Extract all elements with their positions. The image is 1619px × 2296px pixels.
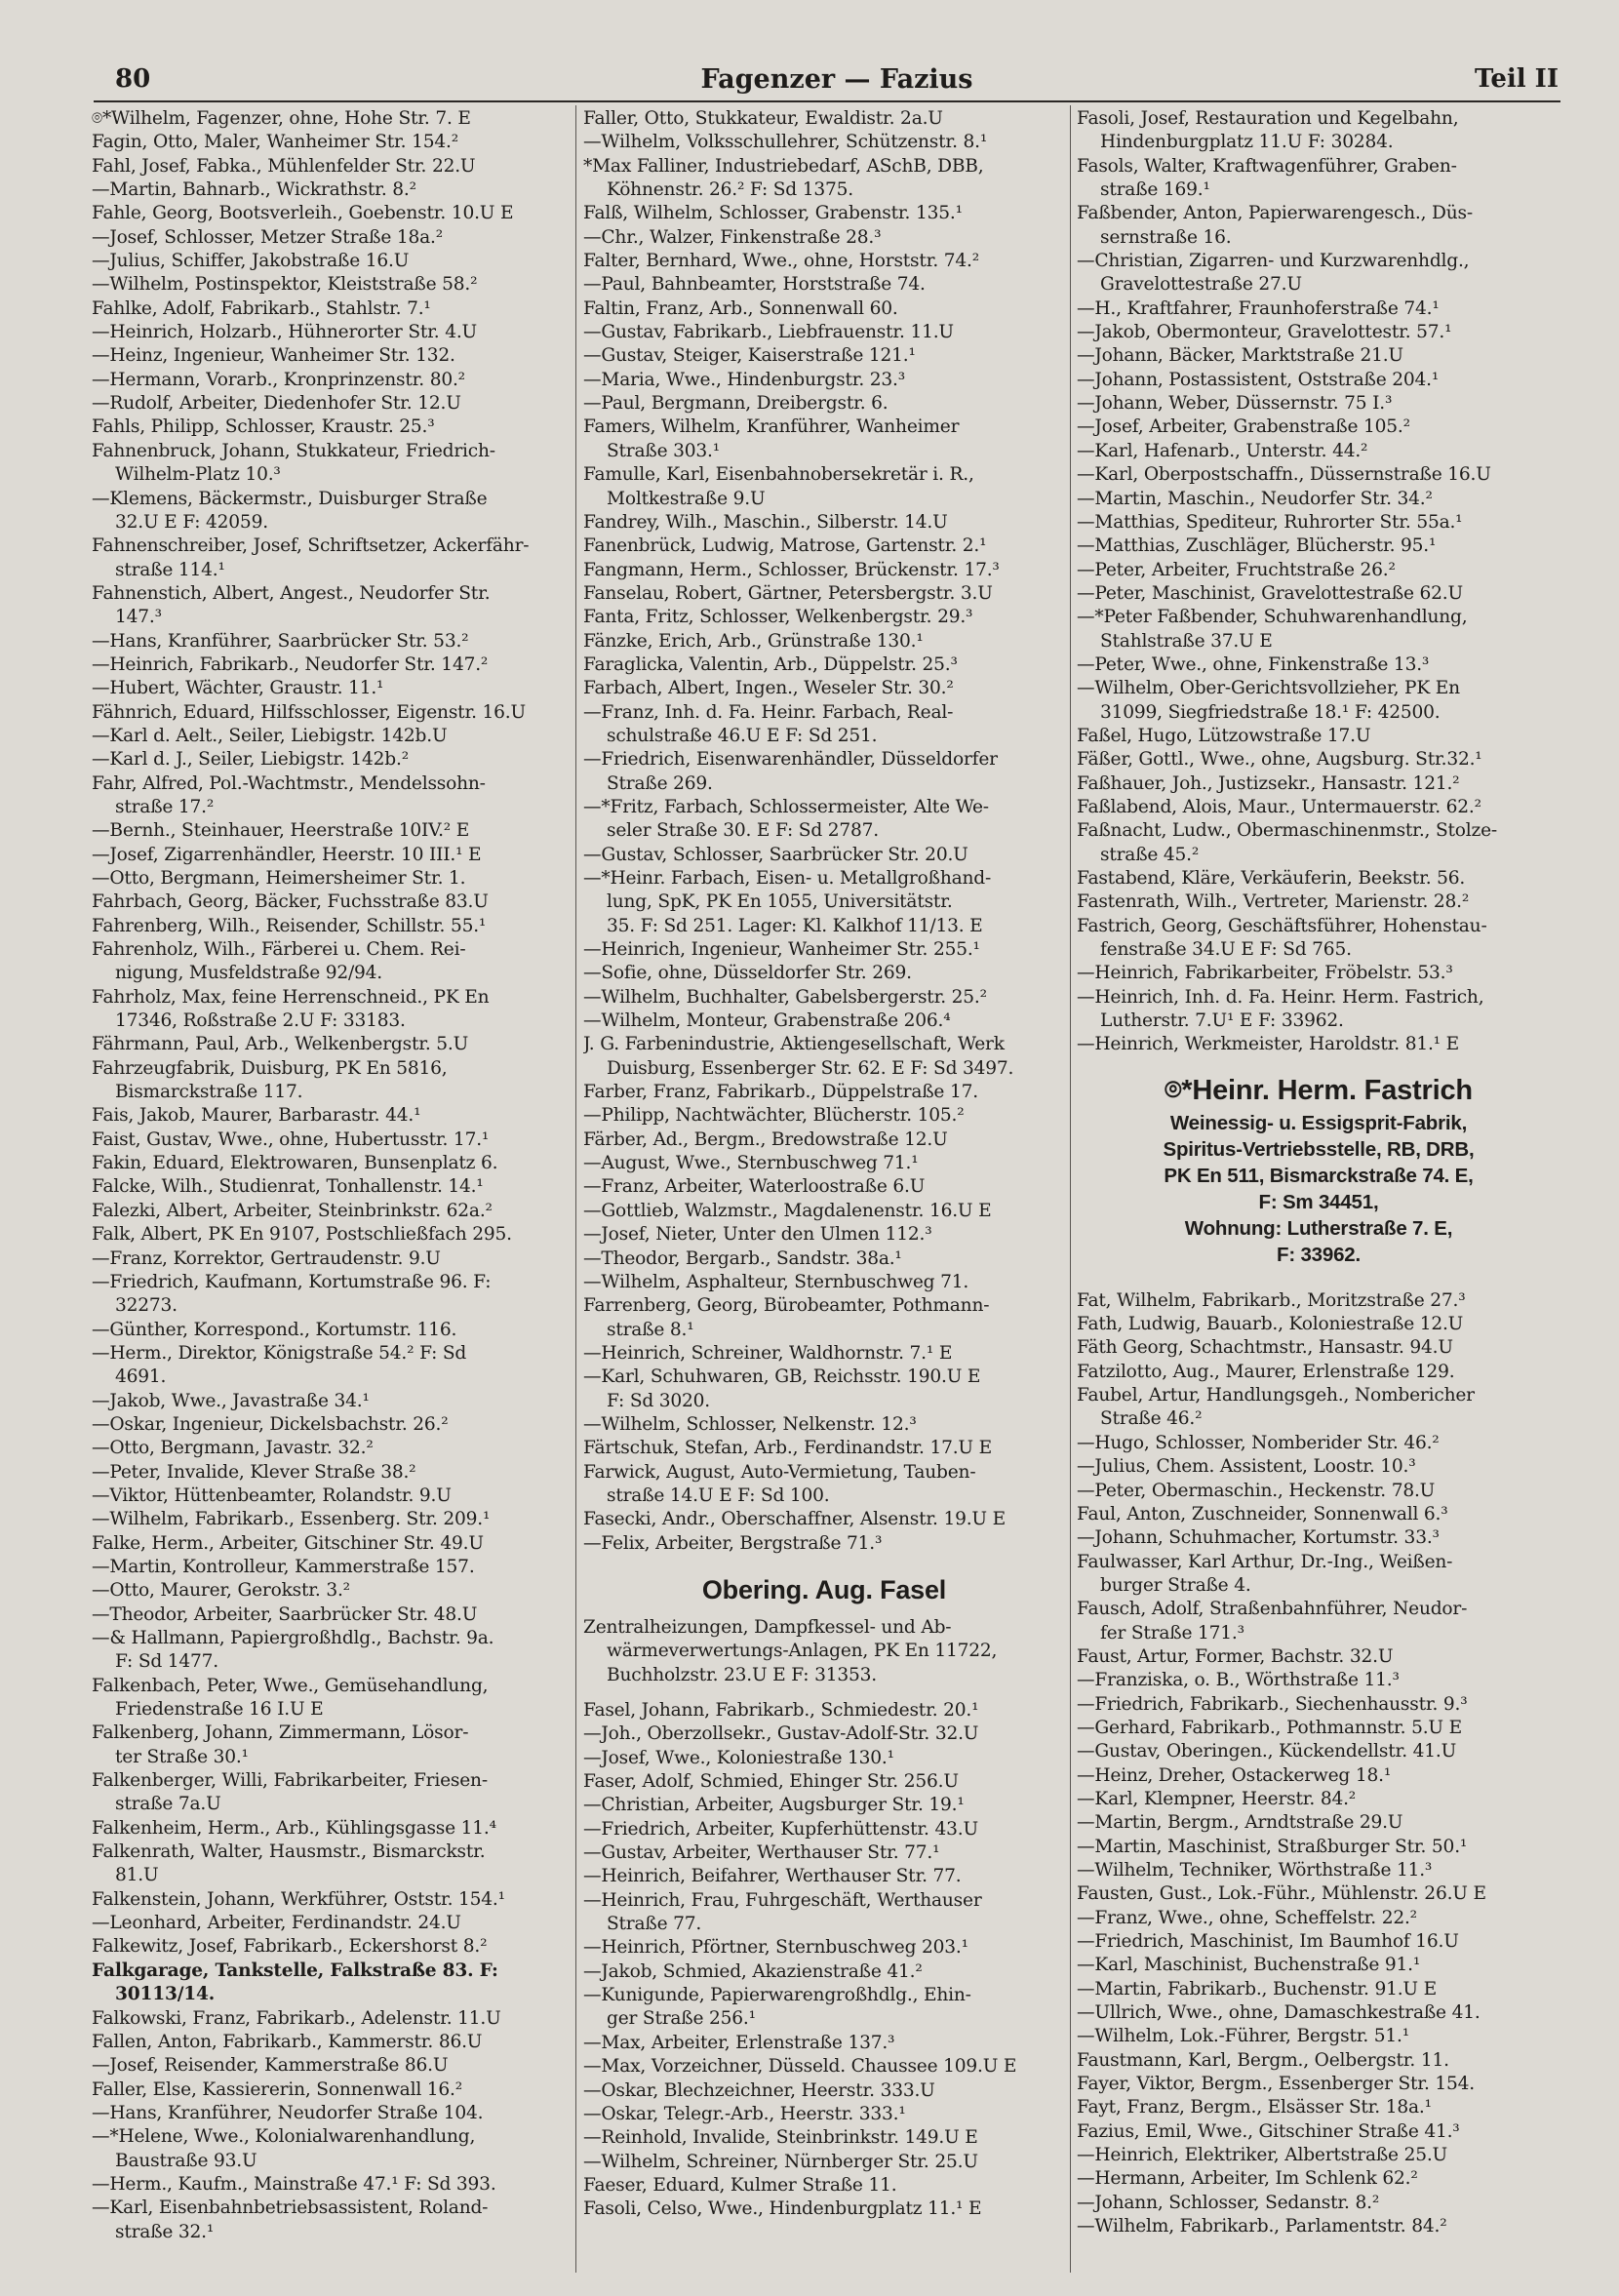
directory-entry-line: —Paul, Bahnbeamter, Horststraße 74. xyxy=(583,274,926,296)
column-2-entries-bottom xyxy=(583,1699,1065,2222)
directory-entry-line: —Karl d. J., Seiler, Liebigstr. 142b.² xyxy=(92,749,409,771)
directory-entry-line: —Jakob, Obermonteur, Gravelottestr. 57.¹ xyxy=(1077,322,1452,343)
directory-entry-line: —Peter, Obermaschin., Heckenstr. 78.U xyxy=(1077,1480,1436,1501)
directory-entry-line: —Herm., Direktor, Königstraße 54.² F: Sd xyxy=(92,1342,467,1364)
directory-entry-line: Fahle, Georg, Bootsverleih., Goebenstr. 10.U E xyxy=(92,203,514,224)
directory-entry-line: —Gerhard, Fabrikarb., Pothmannstr. 5.U E xyxy=(1077,1717,1462,1738)
directory-entry-line: —& Hallmann, Papiergroßhdlg., Bachstr. 9a. xyxy=(92,1628,494,1648)
directory-entry-line: Moltkestraße 9.U xyxy=(607,488,766,509)
directory-entry-line: —Günther, Korrespond., Kortumstr. 116. xyxy=(92,1319,457,1340)
directory-entry-line: straße 169.¹ xyxy=(1100,179,1210,201)
directory-entry-line: —Herm., Kaufm., Mainstraße 47.¹ F: Sd 393. xyxy=(92,2173,496,2195)
directory-entry-line: —Heinrich, Inh. d. Fa. Heinr. Herm. Fastrich, xyxy=(1077,986,1484,1008)
directory-entry-line: —Paul, Bergmann, Dreibergstr. 6. xyxy=(583,393,888,415)
directory-entry-line: —Martin, Kontrolleur, Kammerstraße 157. xyxy=(92,1556,475,1577)
directory-entry-line: Fahnenschreiber, Josef, Schriftsetzer, Ackerfähr- xyxy=(92,535,530,557)
directory-entry-line: —Wilhelm, Fabrikarb., Parlamentstr. 84.² xyxy=(1077,2216,1447,2237)
directory-entry-line: —August, Wwe., Sternbuschweg 71.¹ xyxy=(583,1153,919,1174)
directory-entry-line: —Jakob, Schmied, Akazienstraße 41.² xyxy=(583,1960,923,1982)
running-title: Fagenzer — Fazius xyxy=(700,64,973,95)
directory-entry-line: —Sofie, ohne, Düsseldorfer Str. 269. xyxy=(583,963,912,984)
directory-entry-line: —Gustav, Steiger, Kaiserstraße 121.¹ xyxy=(583,345,916,367)
directory-entry-line: Falter, Bernhard, Wwe., ohne, Horststr. 74.² xyxy=(583,251,979,272)
directory-entry-line: —Gottlieb, Walzmstr., Magdalenenstr. 16.U E xyxy=(583,1200,992,1221)
directory-entry-line: —Chr., Walzer, Finkenstraße 28.³ xyxy=(583,226,882,248)
directory-entry-line: —Karl d. Aelt., Seiler, Liebigstr. 142b.U xyxy=(92,725,448,746)
header-rule xyxy=(94,100,1560,102)
column-divider xyxy=(575,105,576,2273)
directory-entry-line: —Martin, Bahnarb., Wickrathstr. 8.² xyxy=(92,179,416,201)
directory-entry-line: Fährmann, Paul, Arb., Welkenbergstr. 5.U xyxy=(92,1034,469,1055)
directory-entry-line: Gravelottestraße 27.U xyxy=(1100,274,1302,296)
directory-entry-line: Faeser, Eduard, Kulmer Straße 11. xyxy=(583,2174,897,2196)
directory-entry-line: —Heinrich, Fabrikarbeiter, Fröbelstr. 53.³ xyxy=(1077,963,1453,984)
directory-entry-line: —Matthias, Zuschläger, Blücherstr. 95.¹ xyxy=(1077,535,1437,557)
directory-entry-line: —Ullrich, Wwe., ohne, Damaschkestraße 41. xyxy=(1077,2002,1481,2024)
directory-entry-line: Fahlke, Adolf, Fabrikarb., Stahlstr. 7.¹ xyxy=(92,297,431,319)
directory-entry-line: Fagin, Otto, Maler, Wanheimer Str. 154.² xyxy=(92,132,458,153)
directory-entry-line: —Felix, Arbeiter, Bergstraße 71.³ xyxy=(583,1532,883,1554)
directory-entry-line: Faraglicka, Valentin, Arb., Düppelstr. 25.³ xyxy=(583,653,958,675)
directory-entry-line: —Karl, Hafenarb., Unterstr. 44.² xyxy=(1077,440,1368,461)
directory-entry-line: —Wilhelm, Schreiner, Nürnberger Str. 25.U xyxy=(583,2151,978,2172)
directory-entry-line: —Reinhold, Invalide, Steinbrinkstr. 149.U E xyxy=(583,2127,978,2149)
directory-entry-line: —Maria, Wwe., Hindenburgstr. 23.³ xyxy=(583,369,906,390)
directory-entry-line: Friedenstraße 16 I.U E xyxy=(115,1699,324,1721)
directory-entry-line: —Heinz, Ingenieur, Wanheimer Str. 132. xyxy=(92,345,455,367)
directory-entry-line: straße 32.¹ xyxy=(115,2221,215,2242)
ad-fasel-title: Obering. Aug. Fasel xyxy=(701,1574,947,1604)
directory-entry-line: —Theodor, Arbeiter, Saarbrücker Str. 48.U xyxy=(92,1603,478,1625)
directory-entry-line: Falkenheim, Herm., Arb., Kühlingsgasse 11.⁴ xyxy=(92,1817,496,1839)
directory-entry-line: Fandrey, Wilh., Maschin., Silberstr. 14.U xyxy=(583,511,948,533)
directory-entry-line: —Franz, Arbeiter, Waterloostraße 6.U xyxy=(583,1176,926,1198)
directory-entry-line: —H., Kraftfahrer, Fraunhoferstraße 74.¹ xyxy=(1077,297,1440,319)
directory-entry-line: —Heinrich, Beifahrer, Werthauser Str. 77. xyxy=(583,1866,962,1887)
directory-entry-line: —Franz, Korrektor, Gertraudenstr. 9.U xyxy=(92,1247,441,1269)
directory-entry-line: Faser, Adolf, Schmied, Ehinger Str. 256.U xyxy=(583,1771,959,1793)
directory-entry-line: Fanselau, Robert, Gärtner, Petersbergstr. 3.U xyxy=(583,582,993,604)
directory-entry-line: Fanta, Fritz, Schlosser, Welkenbergstr. 29.³ xyxy=(583,607,973,628)
directory-entry-line: Fahrenholz, Wilh., Färberei u. Chem. Rei- xyxy=(92,939,466,961)
directory-entry-line: Falß, Wilhelm, Schlosser, Grabenstr. 135.¹ xyxy=(583,203,963,224)
directory-entry-line: Fäßer, Gottl., Wwe., ohne, Augsburg. Str.32.¹ xyxy=(1077,749,1482,771)
directory-entry-line: Faubel, Artur, Handlungsgeh., Nombericher xyxy=(1077,1385,1475,1406)
directory-entry-line: straße 7a.U xyxy=(115,1794,221,1815)
directory-entry-line: Falkgarage, Tankstelle, Falkstraße 83. F: xyxy=(92,1960,498,1981)
directory-entry-line: —Wilhelm, Fabrikarb., Essenberg. Str. 209.¹ xyxy=(92,1509,491,1530)
directory-entry-line: Faßhauer, Joh., Justizsekr., Hansastr. 121.² xyxy=(1077,772,1460,794)
directory-entry-line: —Martin, Bergm., Arndtstraße 29.U xyxy=(1077,1812,1403,1834)
directory-entry-line: —Hans, Kranführer, Neudorfer Straße 104. xyxy=(92,2102,484,2123)
directory-entry-line: —Heinrich, Schreiner, Waldhornstr. 7.¹ E xyxy=(583,1342,953,1364)
directory-entry-line: Falkenstein, Johann, Werkführer, Oststr. 154.¹ xyxy=(92,1888,505,1910)
directory-entry-line: —Friedrich, Kaufmann, Kortumstraße 96. F: xyxy=(92,1271,492,1292)
directory-entry-line: Färber, Ad., Bergm., Bredowstraße 12.U xyxy=(583,1128,948,1150)
directory-entry-line: —Wilhelm, Ober-Gerichtsvollzieher, PK En xyxy=(1077,678,1460,699)
directory-entry-line: straße 14.U E F: Sd 100. xyxy=(607,1484,830,1506)
directory-entry-line: —Wilhelm, Buchhalter, Gabelsbergerstr. 25.² xyxy=(583,986,987,1008)
directory-entry-line: —Oskar, Telegr.-Arb., Heerstr. 333.¹ xyxy=(583,2103,906,2124)
directory-entry-line: Fazius, Emil, Wwe., Gitschiner Straße 41.³ xyxy=(1077,2120,1460,2142)
directory-entry-line: sernstraße 16. xyxy=(1100,226,1232,248)
directory-entry-line: —Oskar, Blechzeichner, Heerstr. 333.U xyxy=(583,2079,935,2101)
directory-entry-line: 35. F: Sd 251. Lager: Kl. Kalkhof 11/13. E xyxy=(607,915,983,936)
directory-entry-line: Faller, Otto, Stukkateur, Ewaldistr. 2a.U xyxy=(583,108,943,129)
directory-entry-line: —Hans, Kranführer, Saarbrücker Str. 53.² xyxy=(92,630,469,652)
directory-entry-line: —Max, Vorzeichner, Düsseld. Chaussee 109.U E xyxy=(583,2056,1017,2078)
directory-entry-line: Farber, Franz, Fabrikarb., Düppelstraße 17. xyxy=(583,1082,978,1103)
directory-entry-line: —Otto, Maurer, Gerokstr. 3.² xyxy=(92,1580,350,1602)
directory-entry-line: —Heinrich, Holzarb., Hühnerorter Str. 4.U xyxy=(92,322,478,343)
directory-entry-line: straße 45.² xyxy=(1100,844,1200,865)
directory-entry-line: —Wilhelm, Volksschullehrer, Schützenstr. 8.¹ xyxy=(583,132,988,153)
directory-entry-line: Fasel, Johann, Fabrikarb., Schmiedestr. 20.¹ xyxy=(583,1700,979,1721)
directory-entry-line: Färtschuk, Stefan, Arb., Ferdinandstr. 17.U E xyxy=(583,1438,992,1459)
directory-entry-line: —Joh., Oberzollsekr., Gustav-Adolf-Str. 32.U xyxy=(583,1723,979,1745)
directory-entry-line: Fangmann, Herm., Schlosser, Brückenstr. 17.³ xyxy=(583,559,1000,580)
directory-entry-line: —Oskar, Ingenieur, Dickelsbachstr. 26.² xyxy=(92,1413,449,1435)
directory-entry-line: Faist, Gustav, Wwe., ohne, Hubertusstr. 17.¹ xyxy=(92,1128,490,1150)
directory-entry-line: —*Helene, Wwe., Kolonialwarenhandlung, xyxy=(92,2126,476,2148)
directory-entry-line: Baustraße 93.U xyxy=(115,2150,257,2171)
directory-entry-line: Falkenrath, Walter, Hausmstr., Bismarckstr. xyxy=(92,1841,486,1863)
directory-entry-line: Faustmann, Karl, Bergm., Oelbergstr. 11. xyxy=(1077,2049,1449,2071)
directory-entry-line: —Rudolf, Arbeiter, Diedenhofer Str. 12.U xyxy=(92,393,461,415)
directory-entry-line: 32273. xyxy=(115,1295,178,1317)
directory-entry-line: Fasoli, Celso, Wwe., Hindenburgplatz 11.¹ E xyxy=(583,2198,982,2220)
ad-fastrich-line: Spiritus-Vertriebsstelle, RB, DRB, xyxy=(1163,1137,1475,1161)
directory-entry-line: —Matthias, Spediteur, Ruhrorter Str. 55a.¹ xyxy=(1077,511,1463,533)
directory-entry-line: 32.U E F: 42059. xyxy=(115,511,268,533)
directory-entry-line: lung, SpK, PK En 1055, Universitätstr. xyxy=(607,891,953,913)
directory-entry-line: Fallen, Anton, Fabrikarb., Kammerstr. 86.U xyxy=(92,2031,483,2052)
directory-entry-line: Straße 303.¹ xyxy=(607,440,720,461)
directory-entry-line: —Wilhelm, Postinspektor, Kleiststraße 58.² xyxy=(92,274,478,296)
directory-entry-line: —Wilhelm, Asphalteur, Sternbuschweg 71. xyxy=(583,1271,969,1292)
column-3 xyxy=(1077,107,1560,2277)
directory-entry-line: Fatzilotto, Aug., Maurer, Erlenstraße 129. xyxy=(1077,1361,1455,1382)
directory-entry-line: —Josef, Arbeiter, Grabenstraße 105.² xyxy=(1077,416,1410,438)
directory-entry-line: Fahr, Alfred, Pol.-Wachtmstr., Mendelssohn- xyxy=(92,772,486,794)
directory-entry-line: —Gustav, Schlosser, Saarbrücker Str. 20.U xyxy=(583,844,968,865)
column-1 xyxy=(92,107,572,2277)
directory-entry-line: —Gustav, Fabrikarb., Liebfrauenstr. 11.U xyxy=(583,322,954,343)
directory-entry-line: Falezki, Albert, Arbeiter, Steinbrinkstr. 62a.² xyxy=(92,1200,493,1221)
directory-entry-line: 147.³ xyxy=(115,607,162,628)
directory-entry-line: —Peter, Arbeiter, Fruchtstraße 26.² xyxy=(1077,559,1396,580)
directory-entry-line: Faller, Else, Kassiererin, Sonnenwall 16.² xyxy=(92,2078,462,2100)
directory-entry-line: 4691. xyxy=(115,1366,167,1388)
directory-entry-line: Fastrich, Georg, Geschäftsführer, Hohenstau- xyxy=(1077,915,1487,936)
directory-entry-line: —Klemens, Bäckermstr., Duisburger Straße xyxy=(92,488,488,509)
directory-entry-line: —Theodor, Bergarb., Sandstr. 38a.¹ xyxy=(583,1247,902,1269)
directory-entry-line: Fausch, Adolf, Straßenbahnführer, Neudor- xyxy=(1077,1599,1468,1620)
directory-entry-line: —Christian, Arbeiter, Augsburger Str. 19.¹ xyxy=(583,1795,965,1816)
directory-entry-line: —Johann, Weber, Düssernstr. 75 I.³ xyxy=(1077,393,1393,415)
part-label: Teil II xyxy=(1474,64,1559,94)
ad-fasel-line: wärmeverwertungs-Anlagen, PK En 11722, xyxy=(607,1641,998,1662)
directory-entry-line: F: Sd 3020. xyxy=(607,1390,710,1411)
directory-entry-line: Fath, Ludwig, Bauarb., Koloniestraße 12.U xyxy=(1077,1314,1464,1335)
directory-entry-line: Köhnenstr. 26.² F: Sd 1375. xyxy=(607,179,853,201)
directory-entry-line: Lutherstr. 7.U¹ E F: 33962. xyxy=(1100,1010,1344,1032)
directory-entry-line: fenstraße 34.U E F: Sd 765. xyxy=(1100,939,1352,961)
directory-entry-line: 81.U xyxy=(115,1865,159,1886)
ad-fasel-line: Buchholzstr. 23.U E F: 31353. xyxy=(607,1664,877,1685)
directory-entry-line: —Hermann, Vorarb., Kronprinzenstr. 80.² xyxy=(92,369,465,390)
directory-entry-line: Faul, Anton, Zuschneider, Sonnenwall 6.³ xyxy=(1077,1503,1448,1524)
directory-entry-line: Fahls, Philipp, Schlosser, Kraustr. 25.³ xyxy=(92,416,435,438)
ad-fastrich-line: Weinessig- u. Essigsprit-Fabrik, xyxy=(1169,1111,1468,1134)
directory-entry-line: —Wilhelm, Monteur, Grabenstraße 206.⁴ xyxy=(583,1010,951,1032)
directory-entry-line: Falkowski, Franz, Fabrikarb., Adelenstr. 11.U xyxy=(92,2007,501,2029)
directory-entry-line: —Julius, Schiffer, Jakobstraße 16.U xyxy=(92,251,410,272)
directory-entry-line: —Max, Arbeiter, Erlenstraße 137.³ xyxy=(583,2032,895,2053)
directory-entry-line: —Johann, Schuhmacher, Kortumstr. 33.³ xyxy=(1077,1527,1440,1549)
directory-entry-line: Faltin, Franz, Arb., Sonnenwall 60. xyxy=(583,297,898,319)
directory-entry-line: —Otto, Bergmann, Javastr. 32.² xyxy=(92,1438,374,1459)
directory-entry-line: schulstraße 46.U E F: Sd 251. xyxy=(607,725,878,746)
column-3-entries-top xyxy=(1077,107,1560,1057)
directory-entry-line: F: Sd 1477. xyxy=(115,1651,218,1673)
directory-entry-line: Fahrzeugfabrik, Duisburg, PK En 5816, xyxy=(92,1057,448,1079)
column-2-entries-top xyxy=(583,107,1065,1556)
directory-entry-line: Fasols, Walter, Kraftwagenführer, Graben- xyxy=(1077,155,1457,177)
directory-entry-line: —Martin, Maschinist, Straßburger Str. 50.¹ xyxy=(1077,1836,1468,1857)
directory-entry-line: —Wilhelm, Schlosser, Nelkenstr. 12.³ xyxy=(583,1413,917,1435)
directory-entry-line: —Karl, Eisenbahnbetriebsassistent, Roland- xyxy=(92,2197,489,2219)
directory-entry-line: Straße 77. xyxy=(607,1914,702,1935)
directory-entry-line: Fänzke, Erich, Arb., Grünstraße 130.¹ xyxy=(583,630,924,652)
directory-entry-line: Famulle, Karl, Eisenbahnobersekretär i. R., xyxy=(583,464,974,486)
ad-fastrich-line: F: 33962. xyxy=(1277,1243,1361,1266)
directory-entry-line: Fakin, Eduard, Elektrowaren, Bunsenplatz 6. xyxy=(92,1153,498,1174)
directory-entry-line: Duisburg, Essenberger Str. 62. E F: Sd 3497. xyxy=(607,1057,1014,1079)
ad-fastrich xyxy=(1077,1071,1560,1268)
directory-entry-line: Famers, Wilhelm, Kranführer, Wanheimer xyxy=(583,416,960,438)
directory-entry-line: seler Straße 30. E F: Sd 2787. xyxy=(607,820,879,842)
directory-entry-line: —Julius, Chem. Assistent, Loostr. 10.³ xyxy=(1077,1456,1416,1478)
directory-entry-line: Fais, Jakob, Maurer, Barbarastr. 44.¹ xyxy=(92,1105,421,1127)
directory-entry-line: —Kunigunde, Papierwarengroßhdlg., Ehin- xyxy=(583,1985,971,2006)
directory-entry-line: Hindenburgplatz 11.U F: 30284. xyxy=(1100,132,1394,153)
directory-entry-line: —Viktor, Hüttenbeamter, Rolandstr. 9.U xyxy=(92,1484,452,1506)
directory-entry-line: —Josef, Nieter, Unter den Ulmen 112.³ xyxy=(583,1224,932,1246)
directory-entry-line: Bismarckstraße 117. xyxy=(115,1082,303,1103)
directory-entry-line: Falcke, Wilh., Studienrat, Tonhallenstr. 14.¹ xyxy=(92,1176,484,1198)
directory-entry-line: —Jakob, Wwe., Javastraße 34.¹ xyxy=(92,1390,370,1411)
directory-entry-line: —Hubert, Wächter, Graustr. 11.¹ xyxy=(92,678,384,699)
directory-entry-line: ger Straße 256.¹ xyxy=(607,2008,756,2030)
directory-entry-line: Straße 269. xyxy=(607,772,713,794)
directory-entry-line: —Bernh., Steinhauer, Heerstraße 10IV.² E xyxy=(92,820,470,842)
directory-entry-line: Fastenrath, Wilh., Vertreter, Marienstr. 28.² xyxy=(1077,891,1470,913)
directory-entry-line: Farrenberg, Georg, Bürobeamter, Pothmann- xyxy=(583,1295,990,1317)
directory-entry-line: Falkenberg, Johann, Zimmermann, Lösor- xyxy=(92,1722,469,1744)
directory-entry-line: straße 114.¹ xyxy=(115,559,225,580)
directory-entry-line: —Heinz, Dreher, Ostackerweg 18.¹ xyxy=(1077,1764,1392,1786)
directory-entry-line: —Martin, Maschin., Neudorfer Str. 34.² xyxy=(1077,488,1433,509)
directory-entry-line: Fasecki, Andr., Oberschaffner, Alsenstr. 19.U E xyxy=(583,1509,1006,1530)
directory-entry-line: Falk, Albert, PK En 9107, Postschließfach 295. xyxy=(92,1224,512,1246)
directory-entry-line: —Gustav, Arbeiter, Werthauser Str. 77.¹ xyxy=(583,1842,940,1864)
directory-entry-line: Faulwasser, Karl Arthur, Dr.-Ing., Weißen- xyxy=(1077,1551,1453,1572)
page-header xyxy=(115,64,1559,101)
directory-entry-line: —Philipp, Nachtwächter, Blücherstr. 105.² xyxy=(583,1105,965,1127)
directory-entry-line: —Friedrich, Eisenwarenhändler, Düsseldorfer xyxy=(583,749,998,771)
directory-entry-line: —Karl, Schuhwaren, GB, Reichsstr. 190.U E xyxy=(583,1366,981,1388)
directory-entry-line: —Leonhard, Arbeiter, Ferdinandstr. 24.U xyxy=(92,1913,461,1934)
directory-entry-line: fer Straße 171.³ xyxy=(1100,1622,1244,1643)
directory-entry-line: Fayt, Franz, Bergm., Elsässer Str. 18a.¹ xyxy=(1077,2097,1432,2118)
directory-entry-line: burger Straße 4. xyxy=(1100,1574,1251,1596)
directory-entry-line: —Gustav, Oberingen., Kückendellstr. 41.U xyxy=(1077,1741,1457,1762)
directory-entry-line: Fahrholz, Max, feine Herrenschneid., PK En xyxy=(92,986,490,1008)
directory-entry-line: Farbach, Albert, Ingen., Weseler Str. 30.² xyxy=(583,678,954,699)
column-2 xyxy=(583,107,1065,2277)
directory-entry-line: Fäth Georg, Schachtmstr., Hansastr. 94.U xyxy=(1077,1337,1453,1359)
directory-entry-line: —Josef, Zigarrenhändler, Heerstr. 10 III.¹ E xyxy=(92,844,482,865)
directory-entry-line: 31099, Siegfriedstraße 18.¹ F: 42500. xyxy=(1100,701,1441,723)
directory-entry-line: ter Straße 30.¹ xyxy=(115,1746,249,1767)
column-divider xyxy=(1070,105,1071,2273)
directory-entry-line: straße 17.² xyxy=(115,796,215,817)
ad-fastrich-line: F: Sm 34451, xyxy=(1258,1190,1379,1213)
directory-entry-line: —Heinrich, Werkmeister, Haroldstr. 81.¹ E xyxy=(1077,1034,1460,1055)
directory-entry-line: —Wilhelm, Techniker, Wörthstraße 11.³ xyxy=(1077,1860,1433,1880)
directory-entry-line: —Johann, Postassistent, Oststraße 204.¹ xyxy=(1077,369,1440,390)
directory-entry-line: Fastabend, Kläre, Verkäuferin, Beekstr. 56. xyxy=(1077,868,1466,889)
directory-entry-line: Falkewitz, Josef, Fabrikarb., Eckershorst 8.² xyxy=(92,1936,488,1958)
directory-entry-line: Faßel, Hugo, Lützowstraße 17.U xyxy=(1077,725,1371,746)
directory-entry-line: —Johann, Schlosser, Sedanstr. 8.² xyxy=(1077,2192,1380,2213)
directory-entry-line: —Karl, Maschinist, Buchenstraße 91.¹ xyxy=(1077,1955,1421,1976)
directory-entry-line: —Peter, Invalide, Klever Straße 38.² xyxy=(92,1461,416,1483)
directory-entry-line: —Karl, Klempner, Heerstr. 84.² xyxy=(1077,1788,1357,1809)
directory-entry-line: J. G. Farbenindustrie, Aktiengesellschaft, Werk xyxy=(583,1034,1005,1055)
directory-entry-line: —Friedrich, Arbeiter, Kupferhüttenstr. 43.U xyxy=(583,1818,978,1840)
ad-fastrich-line: Wohnung: Lutherstraße 7. E, xyxy=(1184,1216,1453,1240)
directory-entry-line: Fausten, Gust., Lok.-Führ., Mühlenstr. 26.U E xyxy=(1077,1883,1486,1905)
directory-entry-line: —Heinrich, Fabrikarb., Neudorfer Str. 147.² xyxy=(92,653,489,675)
directory-entry-line: —Peter, Wwe., ohne, Finkenstraße 13.³ xyxy=(1077,653,1430,675)
ad-fastrich-line: PK En 511, Bismarckstraße 74. E, xyxy=(1164,1164,1474,1187)
directory-entry-line: —Otto, Bergmann, Heimersheimer Str. 1. xyxy=(92,868,466,889)
ad-fastrich-name: ⌾*Heinr. Herm. Fastrich xyxy=(1165,1074,1473,1106)
directory-entry-line: Straße 46.² xyxy=(1100,1408,1203,1430)
directory-entry-line: —*Peter Faßbender, Schuhwarenhandlung, xyxy=(1077,607,1468,628)
directory-entry-line: Fahrbach, Georg, Bäcker, Fuchsstraße 83.U xyxy=(92,891,489,913)
directory-entry-line: Fahl, Josef, Fabka., Mühlenfelder Str. 22.U xyxy=(92,155,476,177)
directory-entry-line: Fahrenberg, Wilh., Reisender, Schillstr. 55.¹ xyxy=(92,915,487,936)
directory-entry-line: Fanenbrück, Ludwig, Matrose, Gartenstr. 2.¹ xyxy=(583,535,987,557)
directory-entry-line: —Hugo, Schlosser, Nomberider Str. 46.² xyxy=(1077,1432,1440,1453)
directory-entry-line: nigung, Musfeldstraße 92/94. xyxy=(115,963,383,984)
directory-entry-line: —Martin, Fabrikarb., Buchenstr. 91.U E xyxy=(1077,1978,1437,1999)
directory-entry-line: 17346, Roßstraße 2.U F: 33183. xyxy=(115,1010,406,1032)
directory-entry-line: —Hermann, Arbeiter, Im Schlenk 62.² xyxy=(1077,2168,1418,2190)
directory-entry-line: Fahnenbruck, Johann, Stukkateur, Friedrich- xyxy=(92,440,495,461)
directory-entry-line: —Karl, Oberpostschaffn., Düssernstraße 16.U xyxy=(1077,464,1491,486)
directory-entry-line: —Josef, Wwe., Koloniestraße 130.¹ xyxy=(583,1747,894,1768)
directory-entry-line: Fahnenstich, Albert, Angest., Neudorfer Str. xyxy=(92,582,491,604)
directory-entry-line: —Heinrich, Frau, Fuhrgeschäft, Werthauser xyxy=(583,1889,982,1911)
directory-entry-line: Fähnrich, Eduard, Hilfsschlosser, Eigenstr. 16.U xyxy=(92,701,526,723)
directory-entry-line: —Franziska, o. B., Wörthstraße 11.³ xyxy=(1077,1670,1400,1691)
directory-entry-line: Fat, Wilhelm, Fabrikarb., Moritzstraße 27.³ xyxy=(1077,1289,1466,1311)
directory-entry-line: —Franz, Wwe., ohne, Scheffelstr. 22.² xyxy=(1077,1907,1417,1928)
directory-entry-line: Faust, Artur, Former, Bachstr. 32.U xyxy=(1077,1645,1394,1667)
directory-entry-line: —Christian, Zigarren- und Kurzwarenhdlg., xyxy=(1077,251,1470,272)
page-number: 80 xyxy=(115,64,151,94)
directory-entry-line: Faßbender, Anton, Papierwarengesch., Düs- xyxy=(1077,203,1473,224)
directory-entry-line: Fayer, Viktor, Bergm., Essenberger Str. 154. xyxy=(1077,2074,1475,2095)
directory-entry-line: —Friedrich, Fabrikarb., Siechenhausstr. 9.³ xyxy=(1077,1693,1468,1715)
directory-entry-line: *Max Falliner, Industriebedarf, ASchB, DBB, xyxy=(583,155,984,177)
directory-entry-line: —Heinrich, Pförtner, Sternbuschweg 203.¹ xyxy=(583,1937,968,1959)
directory-entry-line: —*Heinr. Farbach, Eisen- u. Metallgroßhand- xyxy=(583,868,992,889)
directory-entry-line: Faßlabend, Alois, Maur., Untermauerstr. 62.² xyxy=(1077,796,1481,817)
directory-entry-line: Falkenbach, Peter, Wwe., Gemüsehandlung, xyxy=(92,1675,489,1696)
directory-entry-line: Falkenberger, Willi, Fabrikarbeiter, Friesen- xyxy=(92,1770,488,1792)
directory-entry-line: ⌾*Wilhelm, Fagenzer, ohne, Hohe Str. 7. E xyxy=(92,108,471,129)
column-3-entries-bottom xyxy=(1077,1289,1560,2239)
directory-entry-line: —Wilhelm, Lok.-Führer, Bergstr. 51.¹ xyxy=(1077,2026,1410,2047)
directory-entry-line: Falke, Herm., Arbeiter, Gitschiner Str. 49.U xyxy=(92,1532,484,1554)
directory-entry-line: —Peter, Maschinist, Gravelottestraße 62.U xyxy=(1077,582,1463,604)
directory-entry-line: Fasoli, Josef, Restauration und Kegelbahn, xyxy=(1077,108,1459,129)
directory-entry-line: —Heinrich, Elektriker, Albertstraße 25.U xyxy=(1077,2145,1448,2166)
directory-entry-line: —Johann, Bäcker, Marktstraße 21.U xyxy=(1077,345,1403,367)
directory-entry-line: —Heinrich, Ingenieur, Wanheimer Str. 255.¹ xyxy=(583,939,980,961)
directory-entry-line: Wilhelm-Platz 10.³ xyxy=(115,464,281,486)
directory-entry-line: Faßnacht, Ludw., Obermaschinenmstr., Stolze- xyxy=(1077,820,1497,842)
directory-entry-line: Farwick, August, Auto-Vermietung, Tauben- xyxy=(583,1461,976,1483)
directory-entry-line: —Franz, Inh. d. Fa. Heinr. Farbach, Real- xyxy=(583,701,954,723)
directory-entry-line: —Josef, Reisender, Kammerstraße 86.U xyxy=(92,2055,449,2077)
directory-entry-line: —Josef, Schlosser, Metzer Straße 18a.² xyxy=(92,226,443,248)
directory-entry-line: —Friedrich, Maschinist, Im Baumhof 16.U xyxy=(1077,1931,1459,1953)
directory-entry-line: —*Fritz, Farbach, Schlossermeister, Alte We- xyxy=(583,796,989,817)
directory-entry-line: 30113/14. xyxy=(115,1984,216,2005)
directory-entry-line: Stahlstraße 37.U E xyxy=(1100,630,1273,652)
directory-entry-line: straße 8.¹ xyxy=(607,1319,694,1340)
ad-fasel-line: Zentralheizungen, Dampfkessel- und Ab- xyxy=(583,1616,952,1638)
ad-fasel xyxy=(583,1573,1065,1687)
